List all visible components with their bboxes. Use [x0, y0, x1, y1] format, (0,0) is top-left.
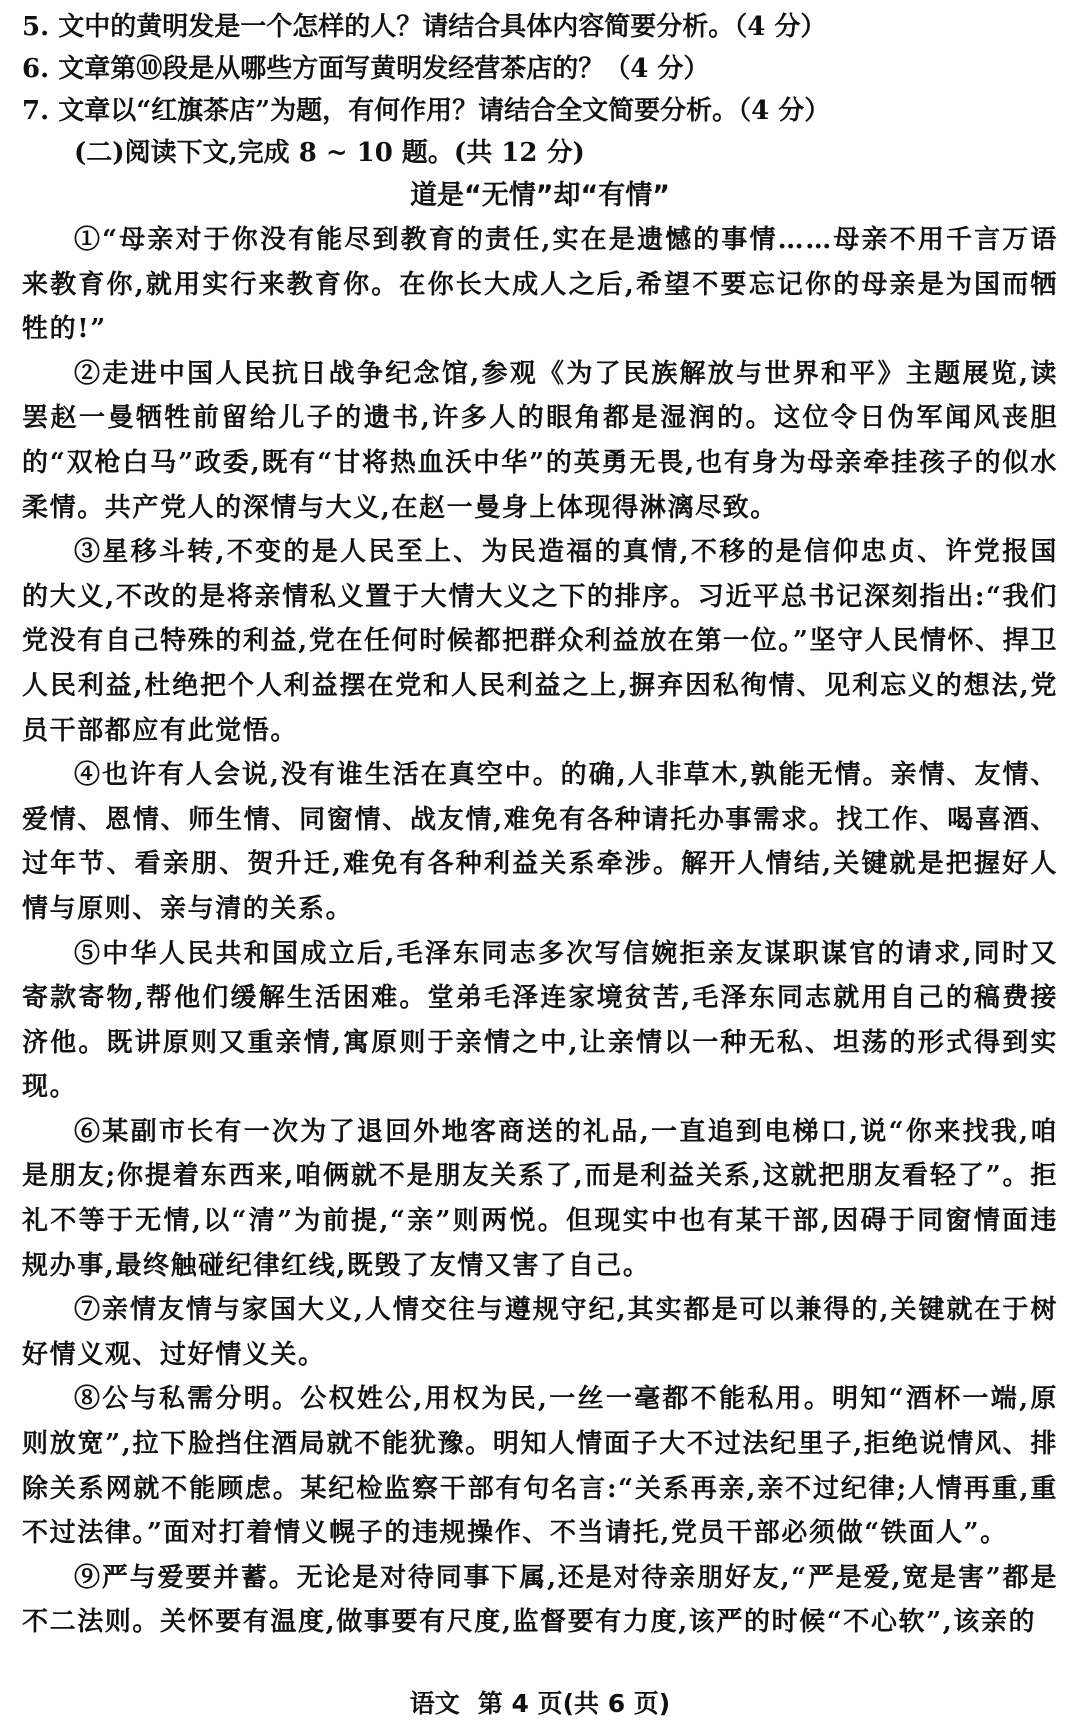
article-body [22, 218, 1058, 1645]
paragraph-1: ①“母亲对于你没有能尽到教育的责任,实在是遗憾的事情……母亲不用千言万语来教育你,就用实行来教育你。在你长大成人之后,希望不要忘记你的母亲是为国而牺牲的!” [22, 225, 1058, 345]
paragraph-9: ⑨严与爱要并蓄。无论是对待同事下属,还是对待亲朋好友,“严是爱,宽是害”都是不二法则。关怀要有温度,做事要有尺度,监督要有力度,该严的时候“不心软”,该亲的 [22, 1562, 1058, 1638]
paragraph-4: ④也许有人会说,没有谁生活在真空中。的确,人非草木,孰能无情。亲情、友情、爱情、恩情、师生情、同窗情、战友情,难免有各种请托办事需求。找工作、喝喜酒、过年节、看亲朋、贺升迁,难免有各种利益关系牵涉。解开人情结,关键就是把握好人情与原则、亲与清的关系。 [22, 760, 1058, 924]
question-6: 6. 文章第⑩段是从哪些方面写黄明发经营茶店的？（4 分） [22, 54, 710, 84]
paragraph-3: ③星移斗转,不变的是人民至上、为民造福的真情,不移的是信仰忠贞、许党报国的大义,不改的是将亲情私义置于大情大义之下的排序。习近平总书记深刻指出:“我们党没有自己特殊的利益,党在任何时候都把群众利益放在第一位。”坚守人民情怀、捍卫人民利益,杜绝把个人利益摆在党和人民利益之上,摒弃因私徇情、见利忘义的想法,党员干部都应有此觉悟。 [22, 537, 1058, 746]
paragraph-6: ⑥某副市长有一次为了退回外地客商送的礼品,一直追到电梯口,说“你来找我,咱是朋友;你提着东西来,咱俩就不是朋友关系了,而是利益关系,这就把朋友看轻了”。拒礼不等于无情,以“清”为前提,“亲”则两悦。但现实中也有某干部,因碍于同窗情面违规办事,最终触碰纪律红线,既毁了友情又害了自己。 [22, 1116, 1058, 1281]
footer-subject: 语文 [409, 1689, 460, 1718]
question-5: 5. 文中的黄明发是一个怎样的人？请结合具体内容简要分析。（4 分） [22, 12, 827, 42]
paragraph-2: ②走进中国人民抗日战争纪念馆,参观《为了民族解放与世界和平》主题展览,读罢赵一曼牺牲前留给儿子的遗书,许多人的眼角都是湿润的。这位令日伪军闻风丧胆的“双枪白马”政委,既有“甘将热血沃中华”的英勇无畏,也有身为母亲牵挂孩子的似水柔情。共产党人的深情与大义,在赵一曼身上体现得淋漓尽致。 [22, 358, 1058, 523]
section-heading: (二)阅读下文,完成 8 ~ 10 题。(共 12 分) [74, 138, 585, 168]
paragraph-8: ⑧公与私需分明。公权姓公,用权为民,一丝一毫都不能私用。明知“酒杯一端,原则放宽”,拉下脸挡住酒局就不能犹豫。明知人情面子大不过法纪里子,拒绝说情风、排除关系网就不能顾虑。某纪检监察干部有句名言:“关系再亲,亲不过纪律;人情再重,重不过法律。”面对打着情义幌子的违规操作、不当请托,党员干部必须做“铁面人”。 [22, 1384, 1058, 1549]
article-title: 道是“无情”却“有情” [410, 180, 670, 211]
question-7: 7. 文章以“红旗茶店”为题，有何作用？请结合全文简要分析。（4 分） [22, 96, 831, 126]
paragraph-7: ⑦亲情友情与家国大义,人情交往与遵规守纪,其实都是可以兼得的,关键就在于树好情义观、过好情义关。 [22, 1295, 1058, 1370]
paragraph-5: ⑤中华人民共和国成立后,毛泽东同志多次写信婉拒亲友谋职谋官的请求,同时又寄款寄物,帮他们缓解生活困难。堂弟毛泽连家境贫苦,毛泽东同志就用自己的稿费接济他。既讲原则又重亲情,寓原则于亲情之中,让亲情以一种无私、坦荡的形式得到实现。 [22, 938, 1058, 1103]
footer-page-number: 第 4 页(共 6 页) [477, 1689, 671, 1718]
page-footer [0, 1686, 1080, 1722]
